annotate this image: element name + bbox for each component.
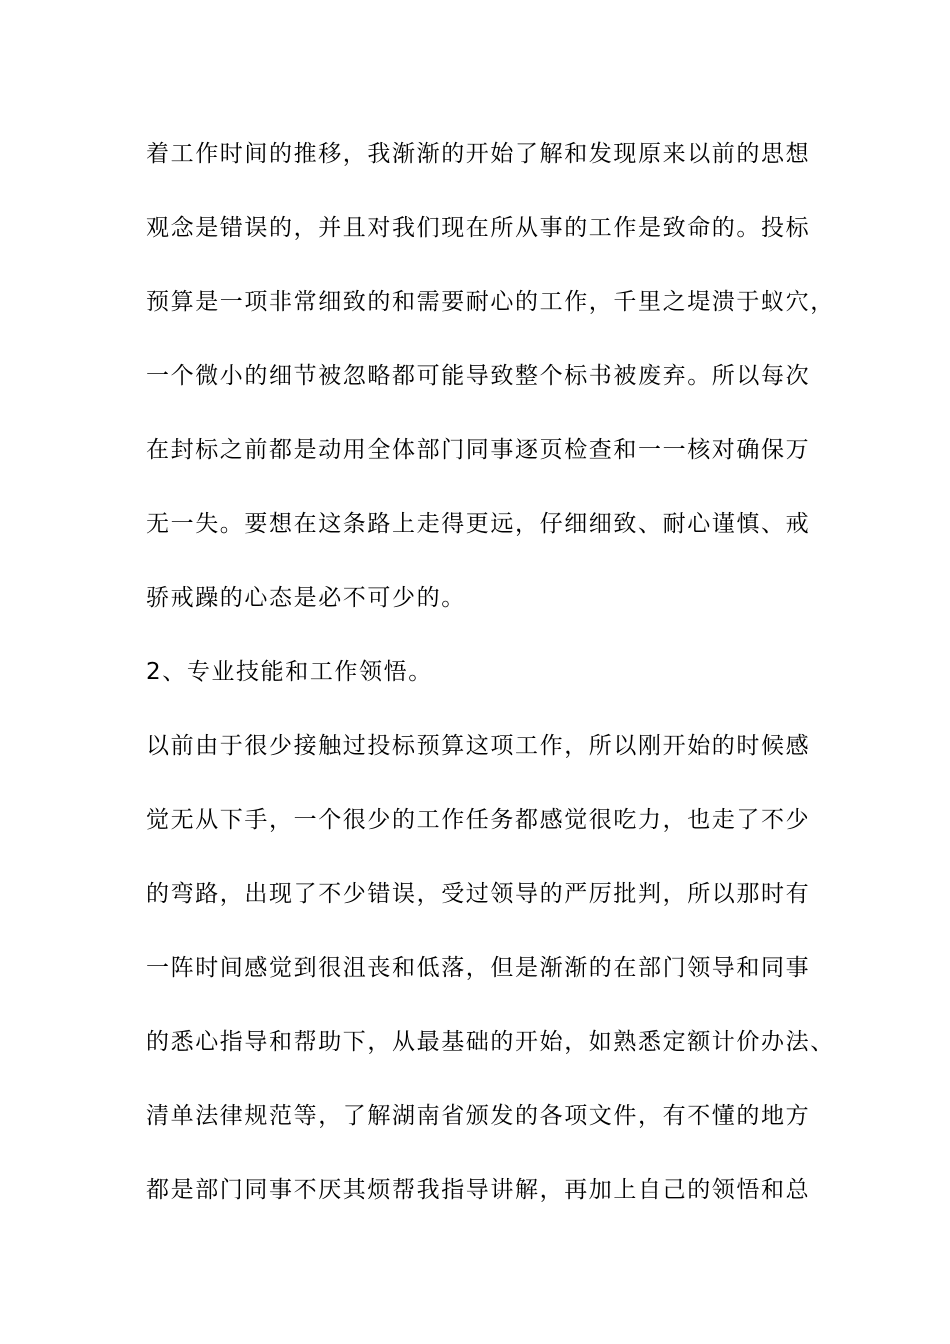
text-line: 着工作时间的推移，我渐渐的开始了解和发现原来以前的思想: [146, 141, 811, 167]
text-line: 无一失。要想在这条路上走得更远，仔细细致、耐心谨慎、戒: [146, 511, 811, 537]
text-line: 的悉心指导和帮助下，从最基础的开始，如熟悉定额计价办法、: [146, 1029, 835, 1055]
text-line: 的弯路，出现了不少错误，受过领导的严厉批判，所以那时有: [146, 881, 811, 907]
text-line: 一阵时间感觉到很沮丧和低落，但是渐渐的在部门领导和同事: [146, 955, 811, 981]
text-line: 骄戒躁的心态是必不可少的。: [146, 585, 466, 611]
text-line: 以前由于很少接触过投标预算这项工作，所以刚开始的时候感: [146, 733, 811, 759]
text-line: 都是部门同事不厌其烦帮我指导讲解，再加上自己的领悟和总: [146, 1177, 811, 1203]
text-line: 清单法律规范等，了解湖南省颁发的各项文件，有不懂的地方: [146, 1103, 811, 1129]
text-line: 一个微小的细节被忽略都可能导致整个标书被废弃。所以每次: [146, 363, 811, 389]
text-line: 预算是一项非常细致的和需要耐心的工作，千里之堤溃于蚁穴，: [146, 289, 835, 315]
text-line: 观念是错误的，并且对我们现在所从事的工作是致命的。投标: [146, 215, 811, 241]
text-line: 觉无从下手，一个很少的工作任务都感觉很吃力，也走了不少: [146, 807, 811, 833]
text-line: 在封标之前都是动用全体部门同事逐页检查和一一核对确保万: [146, 437, 811, 463]
body-text: [146, 132, 835, 1242]
section-heading: 2、专业技能和工作领悟。: [146, 659, 433, 685]
